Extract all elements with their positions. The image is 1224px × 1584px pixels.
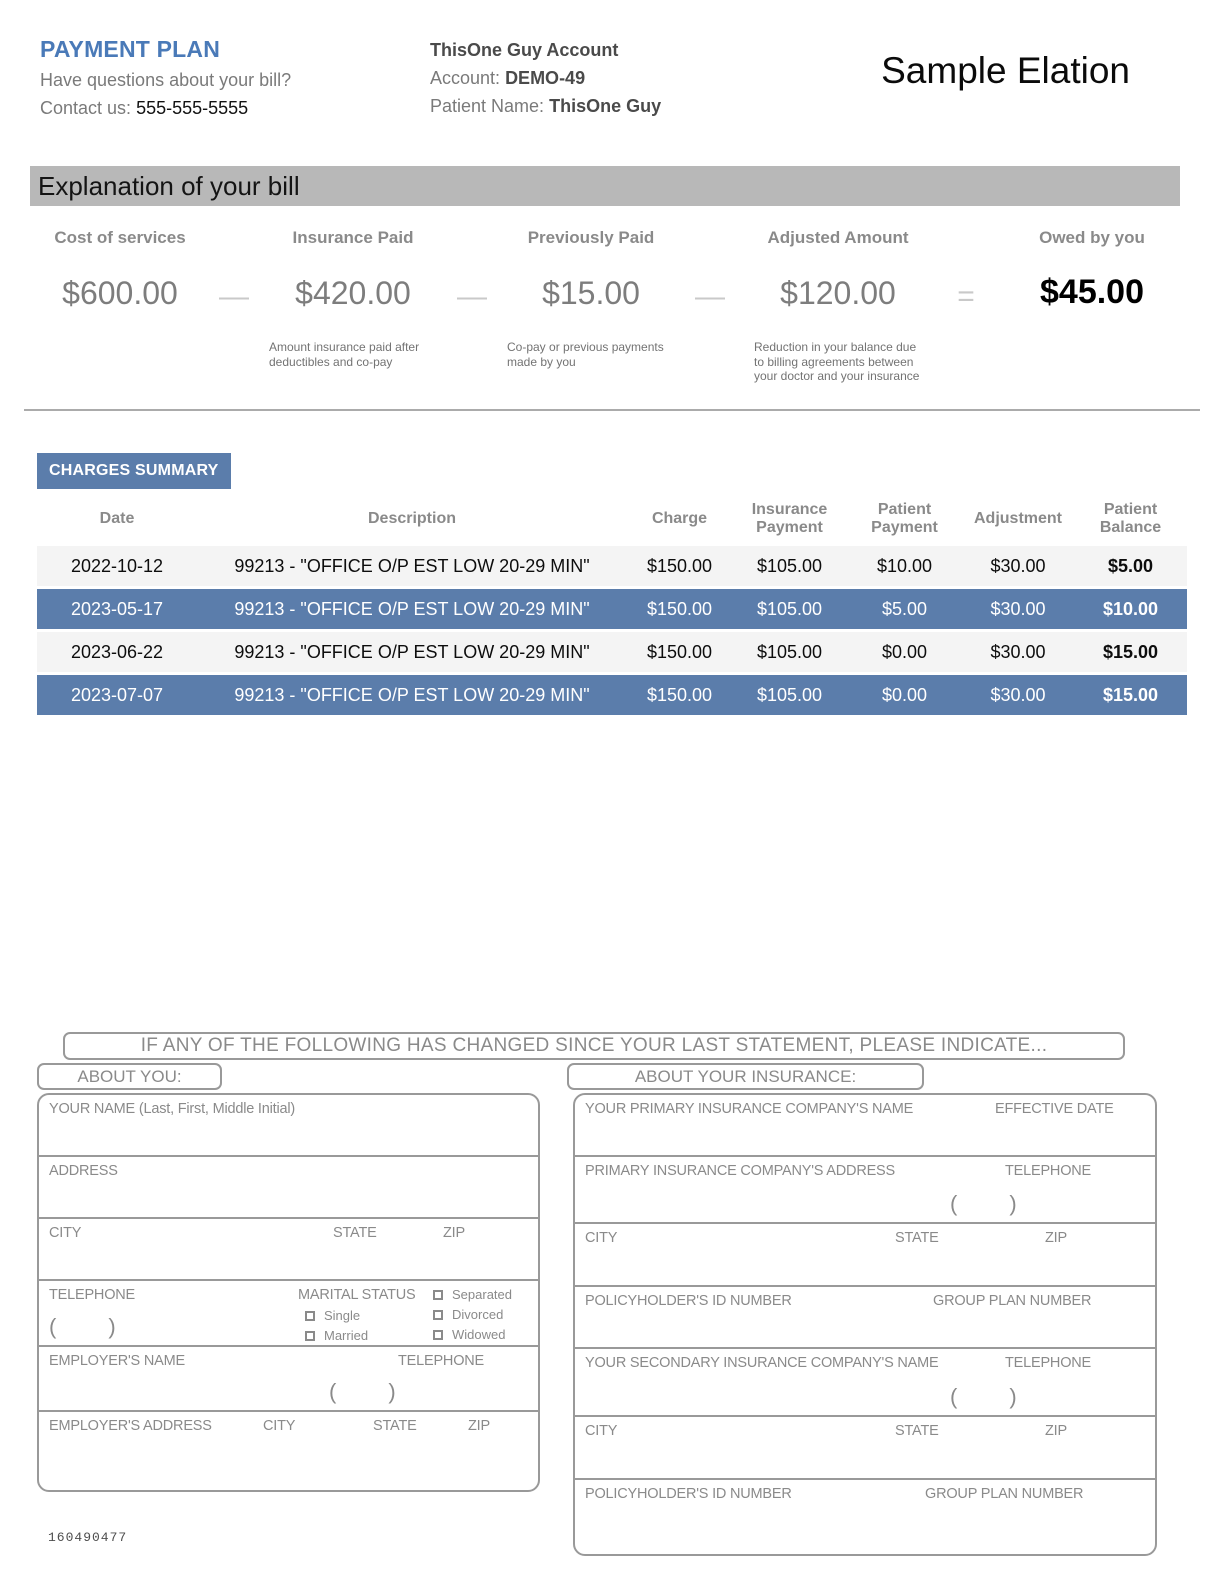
secondary-insurance-name-field bbox=[575, 1349, 1155, 1417]
cost-of-services-label: Cost of services bbox=[54, 228, 186, 247]
table-row bbox=[37, 632, 1187, 672]
checkbox-icon[interactable] bbox=[433, 1330, 443, 1340]
previously-paid-value: $15.00 bbox=[542, 275, 640, 311]
account-value: DEMO-49 bbox=[505, 68, 586, 88]
cell-date: 2023-06-22 bbox=[70, 641, 164, 662]
column-header-adjustment: Adjustment bbox=[974, 509, 1062, 527]
cell-insurance-payment: $105.00 bbox=[756, 684, 823, 705]
paren-open: ( bbox=[950, 1191, 958, 1216]
city-label: CITY bbox=[585, 1423, 618, 1439]
employer-zip-label: ZIP bbox=[468, 1418, 490, 1434]
charges-table bbox=[37, 495, 1187, 715]
phone-parens bbox=[950, 1384, 1017, 1410]
adjusted-amount-label: Adjusted Amount bbox=[767, 228, 909, 247]
account-title: ThisOne Guy Account bbox=[430, 40, 619, 60]
cost-of-services-column bbox=[30, 228, 210, 384]
cell-adjustment: $30.00 bbox=[990, 641, 1046, 662]
column-header-description: Description bbox=[367, 509, 456, 527]
policyholder-id-field bbox=[575, 1287, 1155, 1349]
policyholder-id-label: POLICYHOLDER'S ID NUMBER bbox=[585, 1486, 792, 1502]
cell-insurance-payment: $105.00 bbox=[756, 641, 823, 662]
checkbox-icon[interactable] bbox=[305, 1331, 315, 1341]
table-row bbox=[37, 589, 1187, 629]
paren-open: ( bbox=[49, 1314, 57, 1339]
cell-patient-balance: $10.00 bbox=[1102, 598, 1159, 619]
equals-operator: = bbox=[957, 280, 975, 313]
cell-description: 99213 - "OFFICE O/P EST LOW 20-29 MIN" bbox=[234, 641, 590, 662]
telephone-label: TELEPHONE bbox=[1005, 1163, 1092, 1179]
minus-operator: — bbox=[695, 280, 725, 313]
zip-label: ZIP bbox=[1045, 1230, 1067, 1246]
charges-summary-badge: CHARGES SUMMARY bbox=[37, 453, 231, 489]
primary-insurance-address-label: PRIMARY INSURANCE COMPANY'S ADDRESS bbox=[585, 1163, 896, 1179]
phone-parens bbox=[329, 1379, 396, 1405]
insurance-paid-column bbox=[258, 228, 448, 384]
minus-operator: — bbox=[219, 280, 249, 313]
header-contact-block bbox=[40, 36, 370, 119]
zip-label: ZIP bbox=[443, 1225, 465, 1241]
cell-patient-payment: $0.00 bbox=[881, 641, 928, 662]
checkbox-divorced[interactable] bbox=[433, 1307, 533, 1322]
cell-adjustment: $30.00 bbox=[990, 555, 1046, 576]
brand-logo-text: Sample Elation bbox=[881, 50, 1130, 91]
cell-date: 2023-07-07 bbox=[70, 684, 164, 705]
employer-state-label: STATE bbox=[373, 1418, 417, 1434]
employer-telephone-label: TELEPHONE bbox=[398, 1353, 485, 1369]
phone-parens bbox=[950, 1191, 1017, 1217]
insurance-paid-note: Amount insurance paid after deductibles and co-pay bbox=[269, 340, 420, 369]
city-state-zip-field bbox=[39, 1219, 538, 1281]
employer-address-label: EMPLOYER'S ADDRESS bbox=[49, 1418, 212, 1434]
cell-description: 99213 - "OFFICE O/P EST LOW 20-29 MIN" bbox=[234, 555, 590, 576]
telephone-label: TELEPHONE bbox=[1005, 1355, 1092, 1371]
city-label: CITY bbox=[49, 1225, 82, 1241]
cell-adjustment: $30.00 bbox=[990, 598, 1046, 619]
column-header-charge: Charge bbox=[651, 509, 708, 527]
checkbox-single[interactable] bbox=[305, 1308, 433, 1323]
form-banner: IF ANY OF THE FOLLOWING HAS CHANGED SINCE YOUR LAST STATEMENT, PLEASE INDICATE... bbox=[63, 1032, 1125, 1060]
column-header-insurance-payment: Insurance Payment bbox=[751, 500, 828, 536]
checkbox-icon[interactable] bbox=[433, 1290, 443, 1300]
header-question: Have questions about your bill? bbox=[40, 70, 292, 90]
cell-description: 99213 - "OFFICE O/P EST LOW 20-29 MIN" bbox=[234, 598, 590, 619]
cell-date: 2022-10-12 bbox=[70, 555, 164, 576]
cell-patient-payment: $0.00 bbox=[881, 684, 928, 705]
section-divider bbox=[24, 409, 1200, 411]
cell-patient-balance: $5.00 bbox=[1107, 555, 1154, 576]
insurance-city-state-zip-field bbox=[575, 1224, 1155, 1287]
effective-date-label: EFFECTIVE DATE bbox=[995, 1101, 1114, 1117]
checkbox-label: Single bbox=[324, 1308, 361, 1323]
previously-paid-column bbox=[496, 228, 686, 384]
marital-status-group bbox=[298, 1287, 538, 1345]
checkbox-icon[interactable] bbox=[433, 1310, 443, 1320]
column-header-patient-payment: Patient Payment bbox=[871, 500, 938, 536]
cell-insurance-payment: $105.00 bbox=[756, 598, 823, 619]
adjusted-amount-note: Reduction in your balance due to billing agreements between your doctor and your insurance bbox=[754, 340, 920, 384]
about-insurance-box bbox=[573, 1093, 1157, 1556]
section-title-bar: Explanation of your bill bbox=[30, 166, 1180, 206]
cell-patient-payment: $10.00 bbox=[876, 555, 933, 576]
primary-insurance-name-field bbox=[575, 1095, 1155, 1157]
checkbox-icon[interactable] bbox=[305, 1311, 315, 1321]
checkbox-separated[interactable] bbox=[433, 1287, 533, 1302]
owed-by-you-value: $45.00 bbox=[1040, 273, 1144, 311]
header-account-block bbox=[430, 36, 760, 117]
phone-parens bbox=[49, 1314, 116, 1340]
cost-of-services-value: $600.00 bbox=[62, 275, 178, 311]
checkbox-label: Married bbox=[324, 1328, 369, 1343]
cell-patient-payment: $5.00 bbox=[881, 598, 928, 619]
adjusted-amount-column bbox=[734, 228, 942, 384]
state-label: STATE bbox=[895, 1230, 939, 1246]
primary-insurance-name-label: YOUR PRIMARY INSURANCE COMPANY'S NAME bbox=[585, 1101, 914, 1117]
city-label: CITY bbox=[585, 1230, 618, 1246]
cell-charge: $150.00 bbox=[646, 641, 713, 662]
paren-close: ) bbox=[1009, 1384, 1017, 1409]
paren-open: ( bbox=[950, 1384, 958, 1409]
about-you-title: ABOUT YOU: bbox=[37, 1063, 222, 1090]
previously-paid-label: Previously Paid bbox=[527, 228, 655, 247]
checkbox-married[interactable] bbox=[305, 1328, 433, 1343]
your-name-label: YOUR NAME (Last, First, Middle Initial) bbox=[49, 1101, 295, 1117]
employer-address-field bbox=[39, 1412, 538, 1490]
column-header-patient-balance: Patient Balance bbox=[1099, 500, 1162, 536]
owed-by-you-label: Owed by you bbox=[1039, 228, 1145, 247]
telephone-label: TELEPHONE bbox=[49, 1287, 136, 1303]
secondary-city-state-zip-field bbox=[575, 1417, 1155, 1480]
patient-label: Patient Name: bbox=[430, 96, 545, 116]
cell-charge: $150.00 bbox=[646, 555, 713, 576]
paren-close: ) bbox=[388, 1379, 396, 1404]
zip-label: ZIP bbox=[1045, 1423, 1067, 1439]
adjusted-amount-value: $120.00 bbox=[780, 275, 896, 311]
secondary-policyholder-id-field bbox=[575, 1480, 1155, 1554]
telephone-marital-field bbox=[39, 1281, 538, 1347]
cell-date: 2023-05-17 bbox=[70, 598, 164, 619]
checkbox-label: Divorced bbox=[452, 1307, 504, 1322]
primary-insurance-address-field bbox=[575, 1157, 1155, 1224]
insurance-paid-value: $420.00 bbox=[295, 275, 411, 311]
column-header-date: Date bbox=[99, 509, 135, 527]
group-plan-label: GROUP PLAN NUMBER bbox=[925, 1486, 1084, 1502]
secondary-insurance-name-label: YOUR SECONDARY INSURANCE COMPANY'S NAME bbox=[585, 1355, 939, 1371]
about-insurance-title: ABOUT YOUR INSURANCE: bbox=[567, 1063, 924, 1090]
marital-status-label: MARITAL STATUS bbox=[298, 1287, 416, 1303]
checkbox-widowed[interactable] bbox=[433, 1327, 533, 1342]
page-title: PAYMENT PLAN bbox=[40, 36, 221, 62]
employer-name-field bbox=[39, 1347, 538, 1412]
group-plan-label: GROUP PLAN NUMBER bbox=[933, 1293, 1092, 1309]
telephone-field bbox=[49, 1287, 298, 1345]
state-label: STATE bbox=[333, 1225, 377, 1241]
cell-insurance-payment: $105.00 bbox=[756, 555, 823, 576]
contact-phone: 555-555-5555 bbox=[136, 98, 249, 118]
bill-explanation-row bbox=[30, 228, 1194, 384]
patient-line bbox=[430, 96, 760, 117]
cell-patient-balance: $15.00 bbox=[1102, 684, 1159, 705]
cell-charge: $150.00 bbox=[646, 598, 713, 619]
your-name-field bbox=[39, 1095, 538, 1157]
insurance-paid-label: Insurance Paid bbox=[292, 228, 414, 247]
table-row bbox=[37, 546, 1187, 586]
contact-label: Contact us: bbox=[40, 98, 132, 118]
cell-charge: $150.00 bbox=[646, 684, 713, 705]
owed-by-you-column bbox=[990, 228, 1194, 384]
account-label: Account: bbox=[430, 68, 501, 88]
minus-operator: — bbox=[457, 280, 487, 313]
document-number: 160490477 bbox=[48, 1530, 128, 1545]
previously-paid-note: Co-pay or previous payments made by you bbox=[507, 340, 664, 369]
account-line bbox=[430, 68, 760, 89]
policyholder-id-label: POLICYHOLDER'S ID NUMBER bbox=[585, 1293, 792, 1309]
paren-close: ) bbox=[1009, 1191, 1017, 1216]
patient-name-value: ThisOne Guy bbox=[549, 96, 662, 116]
employer-name-label: EMPLOYER'S NAME bbox=[49, 1353, 185, 1369]
header-contact-line bbox=[40, 98, 370, 119]
state-label: STATE bbox=[895, 1423, 939, 1439]
paren-close: ) bbox=[108, 1314, 116, 1339]
address-field bbox=[39, 1157, 538, 1219]
address-label: ADDRESS bbox=[49, 1163, 118, 1179]
cell-patient-balance: $15.00 bbox=[1102, 641, 1159, 662]
table-row bbox=[37, 675, 1187, 715]
about-you-box bbox=[37, 1093, 540, 1492]
employer-city-label: CITY bbox=[263, 1418, 296, 1434]
cell-description: 99213 - "OFFICE O/P EST LOW 20-29 MIN" bbox=[234, 684, 590, 705]
checkbox-label: Widowed bbox=[452, 1327, 506, 1342]
cell-adjustment: $30.00 bbox=[990, 684, 1046, 705]
checkbox-label: Separated bbox=[452, 1287, 512, 1302]
charges-table-header bbox=[37, 495, 1187, 543]
paren-open: ( bbox=[329, 1379, 337, 1404]
